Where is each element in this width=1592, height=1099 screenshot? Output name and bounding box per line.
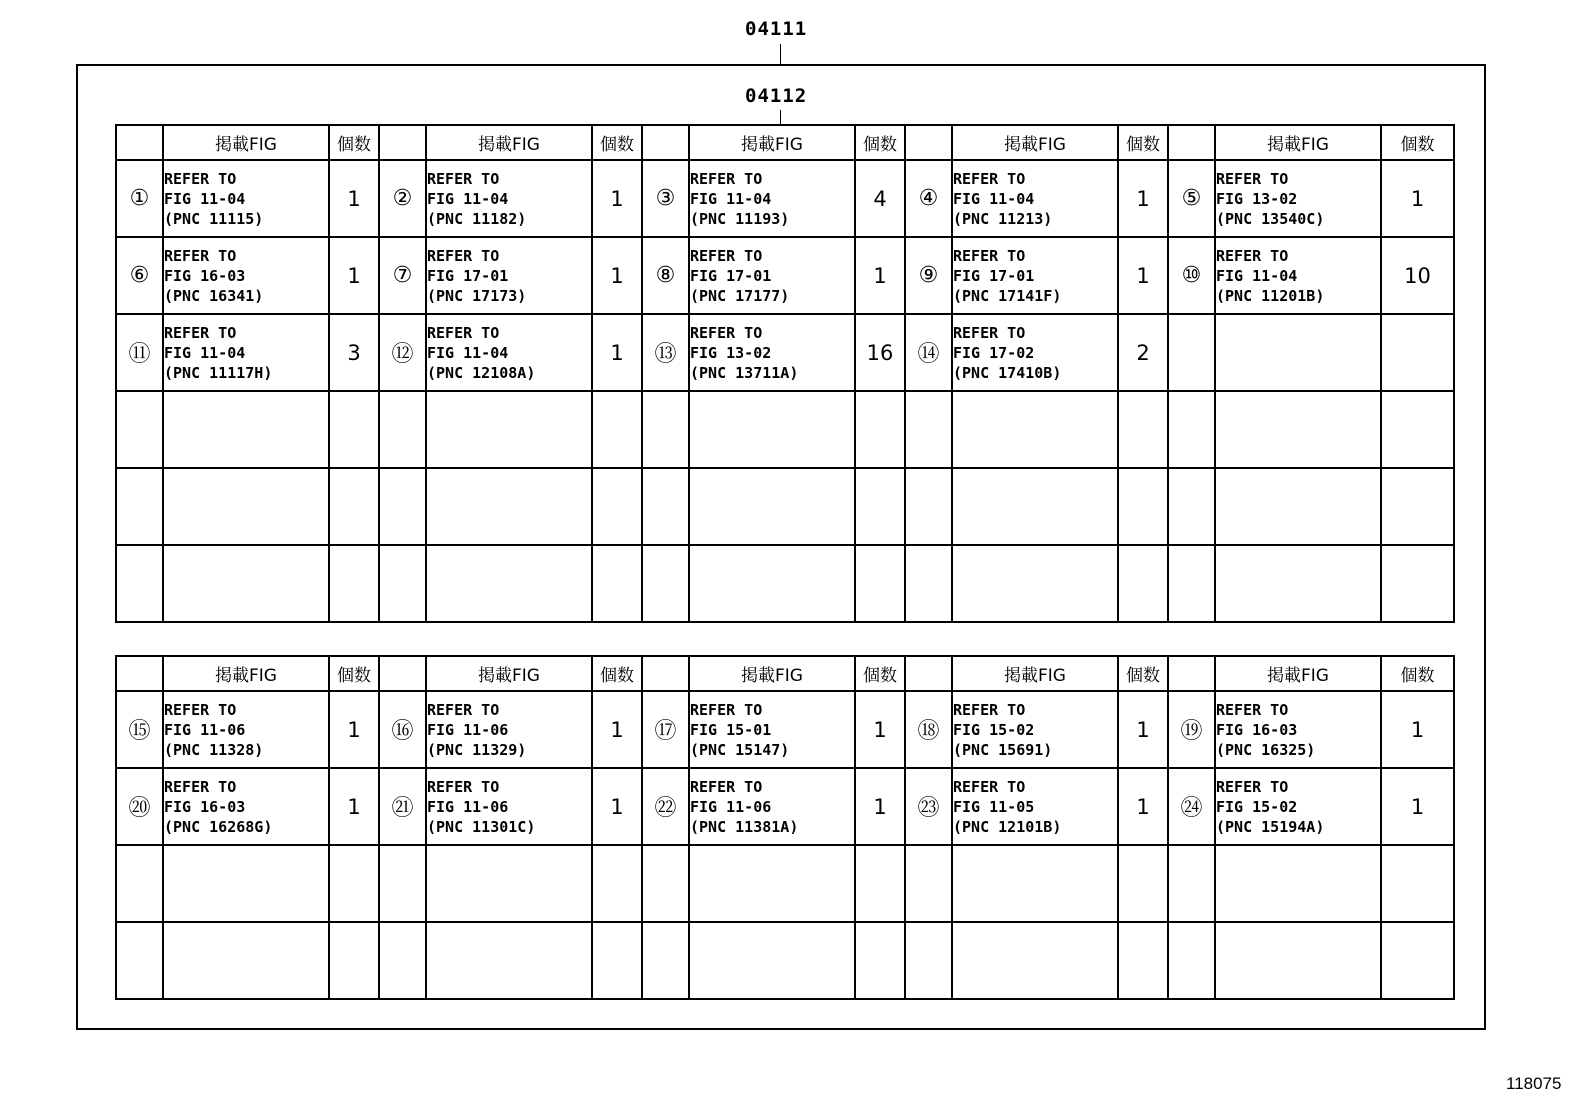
- empty-cell: [952, 845, 1118, 922]
- header-index-cell: [116, 125, 163, 160]
- empty-cell: [1118, 391, 1168, 468]
- fig-reference-line: (PNC 13540C): [1216, 209, 1325, 228]
- empty-cell: [642, 391, 689, 468]
- empty-cell: [855, 545, 905, 622]
- header-row: [116, 656, 1454, 691]
- fig-reference-line: REFER TO: [164, 700, 237, 719]
- empty-cell: [689, 545, 855, 622]
- fig-reference-line: REFER TO: [427, 777, 500, 796]
- fig-reference-line: REFER TO: [690, 169, 763, 188]
- fig-reference: [952, 314, 1118, 391]
- lower-table-header: [116, 656, 1454, 691]
- item-number: ②: [379, 160, 426, 237]
- fig-reference-line: (PNC 16268G): [164, 817, 273, 836]
- fig-reference-line: REFER TO: [427, 700, 500, 719]
- fig-reference-line: REFER TO: [953, 777, 1026, 796]
- empty-cell: [1168, 845, 1215, 922]
- item-quantity: 4: [855, 160, 905, 237]
- empty-cell: [329, 391, 379, 468]
- fig-reference-line: (PNC 11201B): [1216, 286, 1325, 305]
- fig-reference-line: FIG 17-01: [690, 266, 772, 285]
- empty-cell: [952, 545, 1118, 622]
- empty-cell: [426, 845, 592, 922]
- empty-cell: [329, 468, 379, 545]
- fig-reference-line: FIG 11-04: [690, 189, 772, 208]
- empty-cell: [116, 545, 163, 622]
- fig-reference: [1215, 691, 1381, 768]
- item-quantity: 2: [1118, 314, 1168, 391]
- fig-reference: [426, 314, 592, 391]
- fig-reference-line: FIG 13-02: [690, 343, 772, 362]
- empty-row: [116, 391, 1454, 468]
- empty-cell: [1381, 391, 1454, 468]
- lower-parts-table: [115, 655, 1455, 1000]
- fig-reference: [163, 160, 329, 237]
- table-row: [116, 691, 1454, 768]
- item-number: ⑧: [642, 237, 689, 314]
- item-quantity: [1381, 314, 1454, 391]
- item-number: ⑥: [116, 237, 163, 314]
- empty-cell: [426, 391, 592, 468]
- empty-row: [116, 468, 1454, 545]
- item-number: ㉑: [379, 768, 426, 845]
- fig-reference-line: REFER TO: [427, 169, 500, 188]
- header-fig: 掲載FIG: [163, 656, 329, 691]
- empty-cell: [1168, 922, 1215, 999]
- fig-reference: [952, 691, 1118, 768]
- empty-cell: [329, 845, 379, 922]
- header-qty: 個数: [592, 656, 642, 691]
- item-quantity: 1: [329, 237, 379, 314]
- fig-reference-line: FIG 15-02: [1216, 797, 1298, 816]
- empty-cell: [426, 545, 592, 622]
- empty-cell: [952, 922, 1118, 999]
- item-quantity: 1: [1381, 768, 1454, 845]
- empty-cell: [905, 922, 952, 999]
- item-quantity: 1: [1118, 160, 1168, 237]
- header-fig: 掲載FIG: [689, 125, 855, 160]
- table-row: [116, 160, 1454, 237]
- fig-reference: [163, 691, 329, 768]
- item-quantity: 1: [855, 237, 905, 314]
- empty-cell: [379, 391, 426, 468]
- fig-reference-line: FIG 17-01: [427, 266, 509, 285]
- empty-cell: [379, 545, 426, 622]
- item-number: ⑭: [905, 314, 952, 391]
- fig-reference-line: (PNC 11182): [427, 209, 527, 228]
- fig-reference-line: (PNC 11301C): [427, 817, 536, 836]
- fig-reference-line: (PNC 11329): [427, 740, 527, 759]
- empty-cell: [855, 391, 905, 468]
- header-qty: 個数: [329, 125, 379, 160]
- empty-cell: [163, 545, 329, 622]
- header-fig: 掲載FIG: [952, 656, 1118, 691]
- fig-reference: [1215, 314, 1381, 391]
- empty-cell: [592, 545, 642, 622]
- item-quantity: 1: [329, 691, 379, 768]
- fig-reference: [689, 691, 855, 768]
- fig-reference: [689, 314, 855, 391]
- empty-cell: [905, 391, 952, 468]
- fig-reference-line: REFER TO: [953, 700, 1026, 719]
- item-quantity: 1: [1381, 691, 1454, 768]
- header-fig: 掲載FIG: [952, 125, 1118, 160]
- empty-cell: [642, 468, 689, 545]
- empty-row: [116, 922, 1454, 999]
- fig-reference-line: FIG 11-04: [427, 343, 509, 362]
- empty-cell: [1381, 922, 1454, 999]
- header-fig: 掲載FIG: [689, 656, 855, 691]
- empty-cell: [379, 468, 426, 545]
- item-quantity: 1: [1118, 768, 1168, 845]
- fig-reference: [163, 237, 329, 314]
- item-quantity: 1: [592, 691, 642, 768]
- fig-reference: [1215, 768, 1381, 845]
- fig-reference: [689, 237, 855, 314]
- empty-cell: [1381, 545, 1454, 622]
- header-qty: 個数: [329, 656, 379, 691]
- empty-cell: [426, 468, 592, 545]
- header-qty: 個数: [1381, 656, 1454, 691]
- empty-cell: [592, 845, 642, 922]
- empty-row: [116, 545, 1454, 622]
- fig-reference: [163, 314, 329, 391]
- item-quantity: 1: [1381, 160, 1454, 237]
- fig-reference-line: (PNC 17173): [427, 286, 527, 305]
- empty-cell: [1381, 468, 1454, 545]
- item-quantity: 1: [1118, 691, 1168, 768]
- table-row: [116, 237, 1454, 314]
- empty-cell: [952, 468, 1118, 545]
- fig-reference-line: FIG 16-03: [164, 266, 246, 285]
- fig-reference-line: REFER TO: [690, 323, 763, 342]
- empty-cell: [689, 845, 855, 922]
- fig-reference-line: FIG 13-02: [1216, 189, 1298, 208]
- empty-cell: [163, 845, 329, 922]
- fig-reference-line: (PNC 16325): [1216, 740, 1316, 759]
- item-quantity: 1: [592, 314, 642, 391]
- fig-reference-line: FIG 16-03: [164, 797, 246, 816]
- empty-cell: [905, 468, 952, 545]
- fig-reference-line: (PNC 12108A): [427, 363, 536, 382]
- fig-reference-line: REFER TO: [427, 323, 500, 342]
- fig-reference-line: (PNC 11328): [164, 740, 264, 759]
- fig-reference-line: REFER TO: [690, 700, 763, 719]
- fig-reference-line: FIG 11-06: [164, 720, 246, 739]
- header-index-cell: [642, 656, 689, 691]
- lower-table-body: [116, 691, 1454, 999]
- empty-cell: [1118, 922, 1168, 999]
- item-number: ①: [116, 160, 163, 237]
- item-number: ⑬: [642, 314, 689, 391]
- empty-cell: [116, 845, 163, 922]
- item-number: ⑤: [1168, 160, 1215, 237]
- header-index-cell: [1168, 656, 1215, 691]
- empty-cell: [905, 545, 952, 622]
- item-quantity: 1: [329, 160, 379, 237]
- fig-reference-line: (PNC 11213): [953, 209, 1053, 228]
- item-number: ⑩: [1168, 237, 1215, 314]
- fig-reference: [952, 237, 1118, 314]
- header-qty: 個数: [1118, 125, 1168, 160]
- fig-reference-line: (PNC 11117H): [164, 363, 273, 382]
- fig-reference: [1215, 160, 1381, 237]
- fig-reference-line: (PNC 11115): [164, 209, 264, 228]
- header-qty: 個数: [855, 656, 905, 691]
- empty-cell: [855, 922, 905, 999]
- fig-reference: [426, 160, 592, 237]
- empty-cell: [1168, 545, 1215, 622]
- fig-reference-line: FIG 11-04: [427, 189, 509, 208]
- header-qty: 個数: [855, 125, 905, 160]
- fig-reference: [689, 160, 855, 237]
- empty-cell: [1381, 845, 1454, 922]
- empty-cell: [1215, 922, 1381, 999]
- fig-reference-line: FIG 11-04: [1216, 266, 1298, 285]
- fig-reference-line: FIG 17-02: [953, 343, 1035, 362]
- fig-reference: [163, 768, 329, 845]
- header-qty: 個数: [1118, 656, 1168, 691]
- fig-reference-line: FIG 11-04: [953, 189, 1035, 208]
- table-row: [116, 768, 1454, 845]
- fig-reference-line: FIG 11-05: [953, 797, 1035, 816]
- header-index-cell: [905, 656, 952, 691]
- item-number: [1168, 314, 1215, 391]
- empty-cell: [1118, 845, 1168, 922]
- empty-cell: [689, 922, 855, 999]
- fig-reference-line: (PNC 11381A): [690, 817, 799, 836]
- item-number: ㉓: [905, 768, 952, 845]
- fig-reference: [426, 768, 592, 845]
- header-fig: 掲載FIG: [426, 656, 592, 691]
- item-quantity: 1: [1118, 237, 1168, 314]
- fig-reference-line: (PNC 17410B): [953, 363, 1062, 382]
- header-qty: 個数: [592, 125, 642, 160]
- empty-cell: [642, 845, 689, 922]
- header-index-cell: [905, 125, 952, 160]
- empty-cell: [163, 391, 329, 468]
- empty-row: [116, 845, 1454, 922]
- fig-reference-line: REFER TO: [164, 323, 237, 342]
- item-quantity: 1: [592, 768, 642, 845]
- fig-reference-line: REFER TO: [427, 246, 500, 265]
- item-number: ⑳: [116, 768, 163, 845]
- fig-reference-line: REFER TO: [953, 169, 1026, 188]
- upper-parts-table: [115, 124, 1455, 623]
- fig-reference-line: REFER TO: [953, 323, 1026, 342]
- empty-cell: [1168, 391, 1215, 468]
- fig-reference: [426, 237, 592, 314]
- document-number: 118075: [1506, 1074, 1562, 1093]
- item-quantity: 16: [855, 314, 905, 391]
- header-index-cell: [116, 656, 163, 691]
- header-qty: 個数: [1381, 125, 1454, 160]
- fig-reference-line: (PNC 15691): [953, 740, 1053, 759]
- empty-cell: [116, 391, 163, 468]
- header-row: [116, 125, 1454, 160]
- empty-cell: [1168, 468, 1215, 545]
- empty-cell: [642, 545, 689, 622]
- item-number: ⑱: [905, 691, 952, 768]
- header-fig: 掲載FIG: [1215, 656, 1381, 691]
- empty-cell: [163, 468, 329, 545]
- empty-cell: [329, 922, 379, 999]
- empty-cell: [905, 845, 952, 922]
- fig-reference: [952, 768, 1118, 845]
- item-quantity: 10: [1381, 237, 1454, 314]
- header-index-cell: [1168, 125, 1215, 160]
- upper-table-body: [116, 160, 1454, 622]
- item-number: ㉔: [1168, 768, 1215, 845]
- fig-reference-line: (PNC 15194A): [1216, 817, 1325, 836]
- fig-reference-line: FIG 11-06: [427, 720, 509, 739]
- empty-cell: [1118, 545, 1168, 622]
- fig-reference-line: (PNC 17141F): [953, 286, 1062, 305]
- empty-cell: [855, 468, 905, 545]
- empty-cell: [1215, 468, 1381, 545]
- item-quantity: 1: [855, 691, 905, 768]
- fig-reference-line: FIG 15-01: [690, 720, 772, 739]
- fig-reference-line: (PNC 16341): [164, 286, 264, 305]
- fig-reference: [952, 160, 1118, 237]
- fig-reference-line: FIG 11-06: [427, 797, 509, 816]
- item-number: ⑪: [116, 314, 163, 391]
- assembly-leader-line: [780, 44, 781, 64]
- empty-cell: [1118, 468, 1168, 545]
- item-number: ③: [642, 160, 689, 237]
- empty-cell: [592, 391, 642, 468]
- item-number: ⑲: [1168, 691, 1215, 768]
- empty-cell: [329, 545, 379, 622]
- fig-reference-line: (PNC 13711A): [690, 363, 799, 382]
- header-fig: 掲載FIG: [1215, 125, 1381, 160]
- empty-cell: [855, 845, 905, 922]
- header-index-cell: [642, 125, 689, 160]
- fig-reference-line: FIG 15-02: [953, 720, 1035, 739]
- empty-cell: [952, 391, 1118, 468]
- item-number: ㉒: [642, 768, 689, 845]
- empty-cell: [116, 468, 163, 545]
- empty-cell: [592, 468, 642, 545]
- fig-reference-line: REFER TO: [164, 169, 237, 188]
- fig-reference-line: REFER TO: [1216, 169, 1289, 188]
- empty-cell: [426, 922, 592, 999]
- item-quantity: 3: [329, 314, 379, 391]
- subassembly-leader-line: [780, 110, 781, 124]
- fig-reference-line: REFER TO: [1216, 777, 1289, 796]
- fig-reference-line: REFER TO: [1216, 246, 1289, 265]
- item-quantity: 1: [329, 768, 379, 845]
- empty-cell: [1215, 391, 1381, 468]
- item-number: ⑦: [379, 237, 426, 314]
- upper-table-header: [116, 125, 1454, 160]
- fig-reference: [1215, 237, 1381, 314]
- empty-cell: [163, 922, 329, 999]
- item-number: ⑯: [379, 691, 426, 768]
- item-number: ④: [905, 160, 952, 237]
- fig-reference-line: (PNC 11193): [690, 209, 790, 228]
- fig-reference-line: REFER TO: [690, 777, 763, 796]
- fig-reference-line: (PNC 15147): [690, 740, 790, 759]
- empty-cell: [1215, 545, 1381, 622]
- fig-reference-line: REFER TO: [1216, 700, 1289, 719]
- item-number: ⑮: [116, 691, 163, 768]
- fig-reference-line: FIG 17-01: [953, 266, 1035, 285]
- empty-cell: [379, 922, 426, 999]
- fig-reference-line: FIG 11-06: [690, 797, 772, 816]
- item-number: ⑫: [379, 314, 426, 391]
- empty-cell: [116, 922, 163, 999]
- fig-reference-line: FIG 16-03: [1216, 720, 1298, 739]
- assembly-code-label: 04111: [745, 18, 808, 40]
- subassembly-code-label: 04112: [745, 85, 808, 107]
- fig-reference-line: FIG 11-04: [164, 343, 246, 362]
- item-quantity: 1: [592, 237, 642, 314]
- fig-reference-line: (PNC 17177): [690, 286, 790, 305]
- fig-reference-line: REFER TO: [690, 246, 763, 265]
- empty-cell: [1215, 845, 1381, 922]
- fig-reference-line: (PNC 12101B): [953, 817, 1062, 836]
- header-fig: 掲載FIG: [426, 125, 592, 160]
- fig-reference: [426, 691, 592, 768]
- empty-cell: [379, 845, 426, 922]
- fig-reference-line: REFER TO: [164, 246, 237, 265]
- item-number: ⑰: [642, 691, 689, 768]
- item-quantity: 1: [855, 768, 905, 845]
- fig-reference-line: REFER TO: [164, 777, 237, 796]
- header-index-cell: [379, 656, 426, 691]
- item-number: ⑨: [905, 237, 952, 314]
- empty-cell: [689, 391, 855, 468]
- table-row: [116, 314, 1454, 391]
- fig-reference-line: FIG 11-04: [164, 189, 246, 208]
- fig-reference-line: REFER TO: [953, 246, 1026, 265]
- header-fig: 掲載FIG: [163, 125, 329, 160]
- item-quantity: 1: [592, 160, 642, 237]
- empty-cell: [689, 468, 855, 545]
- header-index-cell: [379, 125, 426, 160]
- empty-cell: [642, 922, 689, 999]
- empty-cell: [592, 922, 642, 999]
- fig-reference: [689, 768, 855, 845]
